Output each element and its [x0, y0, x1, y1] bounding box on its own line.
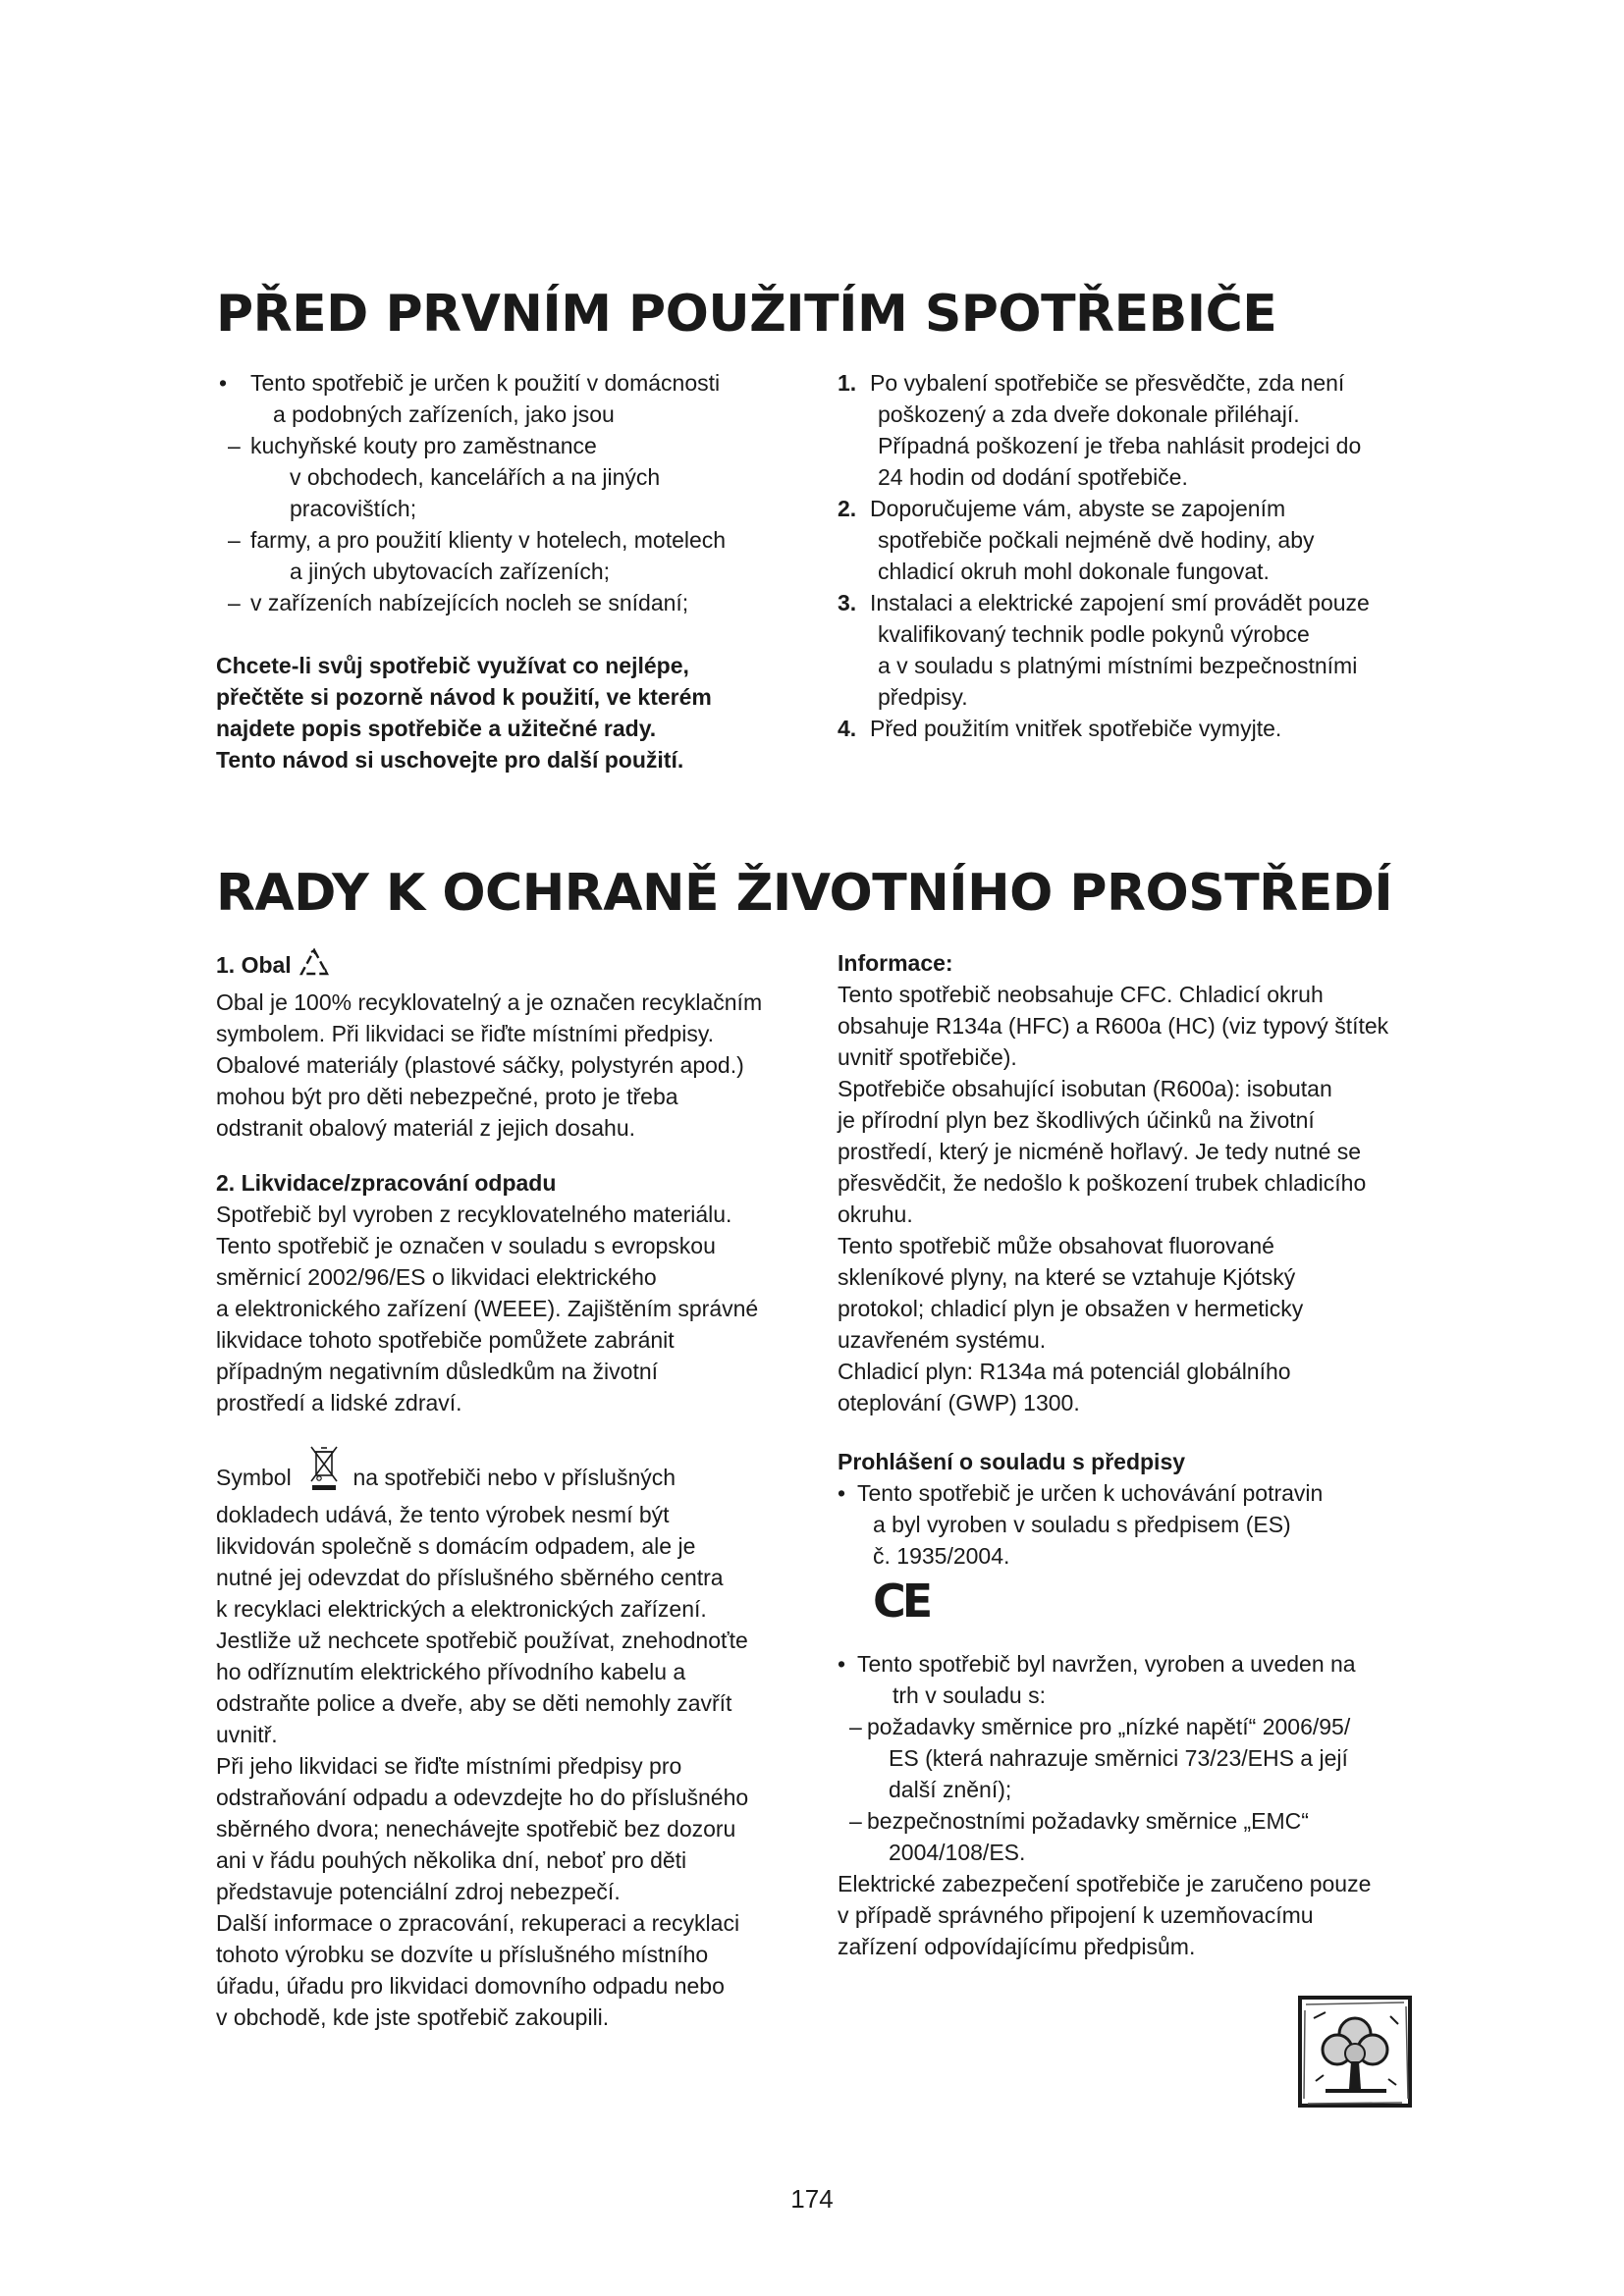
- dash-glyph: –: [228, 590, 241, 615]
- text-span: Symbol: [216, 1465, 292, 1490]
- text-line: úřadu, úřadu pro likvidaci domovního odpadu nebo: [216, 1973, 725, 1999]
- text-line: Obal je 100% recyklovatelný a je označen recyklačním: [216, 989, 763, 1015]
- text-line: Při jeho likvidaci se řiďte místními předpisy pro: [216, 1753, 682, 1779]
- bullet-glyph: •: [838, 1651, 846, 1677]
- text-line: v zařízeních nabízejících nocleh se snídaní;: [250, 590, 689, 615]
- text-line: bezpečnostními požadavky směrnice „EMC“: [867, 1808, 1309, 1834]
- dash-item: [838, 1805, 1427, 1868]
- numbered-item-3: [838, 587, 1427, 713]
- text-line: v obchodě, kde jste spotřebič zakoupili.: [216, 2004, 610, 2030]
- text-line: představuje potenciální zdroj nebezpečí.: [216, 1879, 621, 1904]
- text-line: přesvědčit, že nedošlo k poškození trubek chladicího: [838, 1170, 1367, 1196]
- text-line: ani v řádu pouhých několika dní, neboť pro děti: [216, 1847, 687, 1873]
- text-line: uvnitř spotřebiče).: [838, 1044, 1017, 1070]
- text-line: nutné jej odevzdat do příslušného sběrného centra: [216, 1565, 724, 1590]
- text-line: Další informace o zpracování, rekuperaci a recyklaci: [216, 1910, 740, 1936]
- text-line: Elektrické zabezpečení spotřebiče je zaručeno pouze: [838, 1871, 1372, 1896]
- eco-tree-icon: [1296, 1993, 1416, 2110]
- text-line: Chladicí plyn: R134a má potenciál globálního: [838, 1359, 1291, 1384]
- item-number: 2.: [838, 496, 857, 521]
- text-line: Tento spotřebič je určen k použití v domácnosti: [250, 370, 721, 396]
- packaging-disposal-column: [216, 947, 815, 2033]
- text-line: je přírodní plyn bez škodlivých účinků na životní: [838, 1107, 1315, 1133]
- text-line: další znění);: [889, 1777, 1012, 1802]
- text-line: odstraňte police a dveře, aby se děti nemohly zavřít: [216, 1690, 732, 1716]
- text-line: oteplování (GWP) 1300.: [838, 1390, 1080, 1415]
- disposal-heading: 2. Likvidace/zpracování odpadu: [216, 1170, 557, 1196]
- numbered-item-1: [838, 367, 1427, 493]
- text-line: Tento spotřebič neobsahuje CFC. Chladicí okruh: [838, 982, 1324, 1007]
- text-line: Spotřebiče obsahující isobutan (R600a): isobutan: [838, 1076, 1332, 1101]
- text-line: chladicí okruh mohl dokonale fungovat.: [878, 559, 1270, 584]
- text-line: Obalové materiály (plastové sáčky, polystyrén apod.): [216, 1052, 744, 1078]
- text-line: 2004/108/ES.: [889, 1840, 1026, 1865]
- read-manual-note: [216, 650, 805, 775]
- text-line: ho odříznutím elektrického přívodního kabelu a: [216, 1659, 686, 1684]
- electrical-safety-text: [838, 1868, 1427, 1962]
- page-number: 174: [790, 2184, 834, 2214]
- weee-symbol-line: [216, 1446, 815, 1499]
- dash-item: [838, 1711, 1427, 1805]
- text-line: a podobných zařízeních, jako jsou: [273, 401, 615, 427]
- text-line: odstraňování odpadu a odevzdejte ho do příslušného: [216, 1785, 749, 1810]
- text-line: Chcete-li svůj spotřebič využívat co nejlépe,: [216, 653, 689, 678]
- text-line: směrnicí 2002/96/ES o likvidaci elektrického: [216, 1264, 657, 1290]
- numbered-item-4: [838, 713, 1427, 744]
- text-line: prostředí, který je nicméně hořlavý. Je tedy nutné se: [838, 1139, 1362, 1164]
- bullet-item: [838, 1648, 1427, 1711]
- text-line: zařízení odpovídajícímu předpisům.: [838, 1934, 1196, 1959]
- bullet-glyph: •: [219, 370, 228, 396]
- text-line: mohou být pro děti nebezpečné, proto je třeba: [216, 1084, 678, 1109]
- crossed-bin-icon: [309, 1446, 339, 1499]
- text-line: Doporučujeme vám, abyste se zapojením: [870, 496, 1286, 521]
- text-line: uvnitř.: [216, 1722, 278, 1747]
- recycle-icon: [298, 947, 331, 987]
- text-line: likvidace tohoto spotřebiče pomůžete zabránit: [216, 1327, 675, 1353]
- text-line: najdete popis spotřebiče a užitečné rady.: [216, 716, 657, 741]
- weee-text: [216, 1499, 815, 2033]
- item-number: 3.: [838, 590, 857, 615]
- text-line: v případě správného připojení k uzemňovacímu: [838, 1902, 1314, 1928]
- ce-mark-wrapper: [838, 1572, 1427, 1640]
- text-line: tohoto výrobku se dozvíte u příslušného místního: [216, 1942, 709, 1967]
- text-line: případným negativním důsledkům na životní: [216, 1359, 659, 1384]
- text-line: a byl vyroben v souladu s předpisem (ES): [873, 1512, 1291, 1537]
- disposal-text: [216, 1199, 815, 1418]
- item-number: 1.: [838, 370, 857, 396]
- ce-mark-icon: CE: [873, 1575, 930, 1628]
- text-line: požadavky směrnice pro „nízké napětí“ 2006/95/: [867, 1714, 1351, 1739]
- dash-glyph: –: [228, 433, 241, 458]
- text-line: trh v souladu s:: [893, 1682, 1046, 1708]
- text-line: Spotřebič byl vyroben z recyklovatelného materiálu.: [216, 1201, 732, 1227]
- text-line: a v souladu s platnými místními bezpečnostními: [878, 653, 1358, 678]
- declaration-heading: Prohlášení o souladu s předpisy: [838, 1449, 1186, 1474]
- section-title-environment: RADY K OCHRANĚ ŽIVOTNÍHO PROSTŘEDÍ: [216, 864, 1393, 923]
- text-line: předpisy.: [878, 684, 968, 710]
- information-text: [838, 979, 1427, 1418]
- text-line: a elektronického zařízení (WEEE). Zajištěním správné: [216, 1296, 759, 1321]
- text-line: dokladech udává, že tento výrobek nesmí být: [216, 1502, 670, 1527]
- dash-glyph: –: [849, 1714, 862, 1739]
- text-line: Případná poškození je třeba nahlásit prodejci do: [878, 433, 1362, 458]
- text-line: kvalifikovaný technik podle pokynů výrobce: [878, 621, 1310, 647]
- text-line: k recyklaci elektrických a elektronických zařízení.: [216, 1596, 707, 1622]
- text-line: prostředí a lidské zdraví.: [216, 1390, 462, 1415]
- bullet-item: [216, 367, 805, 430]
- dash-glyph: –: [849, 1808, 862, 1834]
- text-line: farmy, a pro použití klienty v hotelech, motelech: [250, 527, 727, 553]
- heading-text: 1. Obal: [216, 952, 292, 979]
- bullet-glyph: •: [838, 1480, 846, 1506]
- text-line: protokol; chladicí plyn je obsažen v hermeticky: [838, 1296, 1304, 1321]
- dash-item: [216, 524, 805, 587]
- packaging-text: [216, 987, 815, 1144]
- text-line: symbolem. Při likvidaci se řiďte místními předpisy.: [216, 1021, 715, 1046]
- text-line: Tento spotřebič je označen v souladu s evropskou: [216, 1233, 716, 1258]
- text-line: v obchodech, kancelářích a na jiných: [290, 464, 661, 490]
- text-line: Jestliže už nechcete spotřebič používat, znehodnoťte: [216, 1628, 748, 1653]
- text-line: likvidován společně s domácím odpadem, ale je: [216, 1533, 696, 1559]
- text-line: obsahuje R134a (HFC) a R600a (HC) (viz typový štítek: [838, 1013, 1389, 1039]
- packaging-heading: [216, 947, 815, 987]
- bullet-item: [838, 1477, 1427, 1572]
- text-line: odstranit obalový materiál z jejich dosahu.: [216, 1115, 636, 1141]
- text-line: Tento spotřebič je určen k uchovávání potravin: [857, 1480, 1324, 1506]
- text-line: 24 hodin od dodání spotřebiče.: [878, 464, 1188, 490]
- dash-glyph: –: [228, 527, 241, 553]
- first-steps-list: [838, 367, 1427, 744]
- text-line: ES (která nahrazuje směrnici 73/23/EHS a její: [889, 1745, 1348, 1771]
- information-column: [838, 947, 1427, 1962]
- text-line: pracovištích;: [290, 496, 417, 521]
- text-line: Po vybalení spotřebiče se přesvědčte, zda není: [870, 370, 1345, 396]
- text-line: okruhu.: [838, 1201, 913, 1227]
- information-heading: Informace:: [838, 950, 953, 976]
- numbered-item-2: [838, 493, 1427, 587]
- text-line: Instalaci a elektrické zapojení smí provádět pouze: [870, 590, 1370, 615]
- text-line: přečtěte si pozorně návod k použití, ve kterém: [216, 684, 712, 710]
- text-line: sběrného dvora; nenechávejte spotřebič bez dozoru: [216, 1816, 736, 1842]
- dash-item: [216, 587, 805, 618]
- text-line: poškozený a zda dveře dokonale přiléhají.: [878, 401, 1300, 427]
- text-line: Před použitím vnitřek spotřebiče vymyjte.: [870, 716, 1282, 741]
- text-line: kuchyňské kouty pro zaměstnance: [250, 433, 597, 458]
- text-line: spotřebiče počkali nejméně dvě hodiny, aby: [878, 527, 1315, 553]
- text-line: Tento návod si uschovejte pro další použití.: [216, 747, 684, 773]
- text-line: skleníkové plyny, na které se vztahuje Kjótský: [838, 1264, 1296, 1290]
- text-line: Tento spotřebič byl navržen, vyroben a uveden na: [857, 1651, 1356, 1677]
- intended-use-column: [216, 367, 805, 775]
- dash-item: [216, 430, 805, 524]
- text-line: uzavřeném systému.: [838, 1327, 1047, 1353]
- text-line: a jiných ubytovacích zařízeních;: [290, 559, 610, 584]
- item-number: 4.: [838, 716, 857, 741]
- text-span: na spotřebiči nebo v příslušných: [352, 1465, 677, 1490]
- text-line: č. 1935/2004.: [873, 1543, 1010, 1569]
- text-line: Tento spotřebič může obsahovat fluorované: [838, 1233, 1274, 1258]
- section-title-before-first-use: PŘED PRVNÍM POUŽITÍM SPOTŘEBIČE: [216, 285, 1277, 344]
